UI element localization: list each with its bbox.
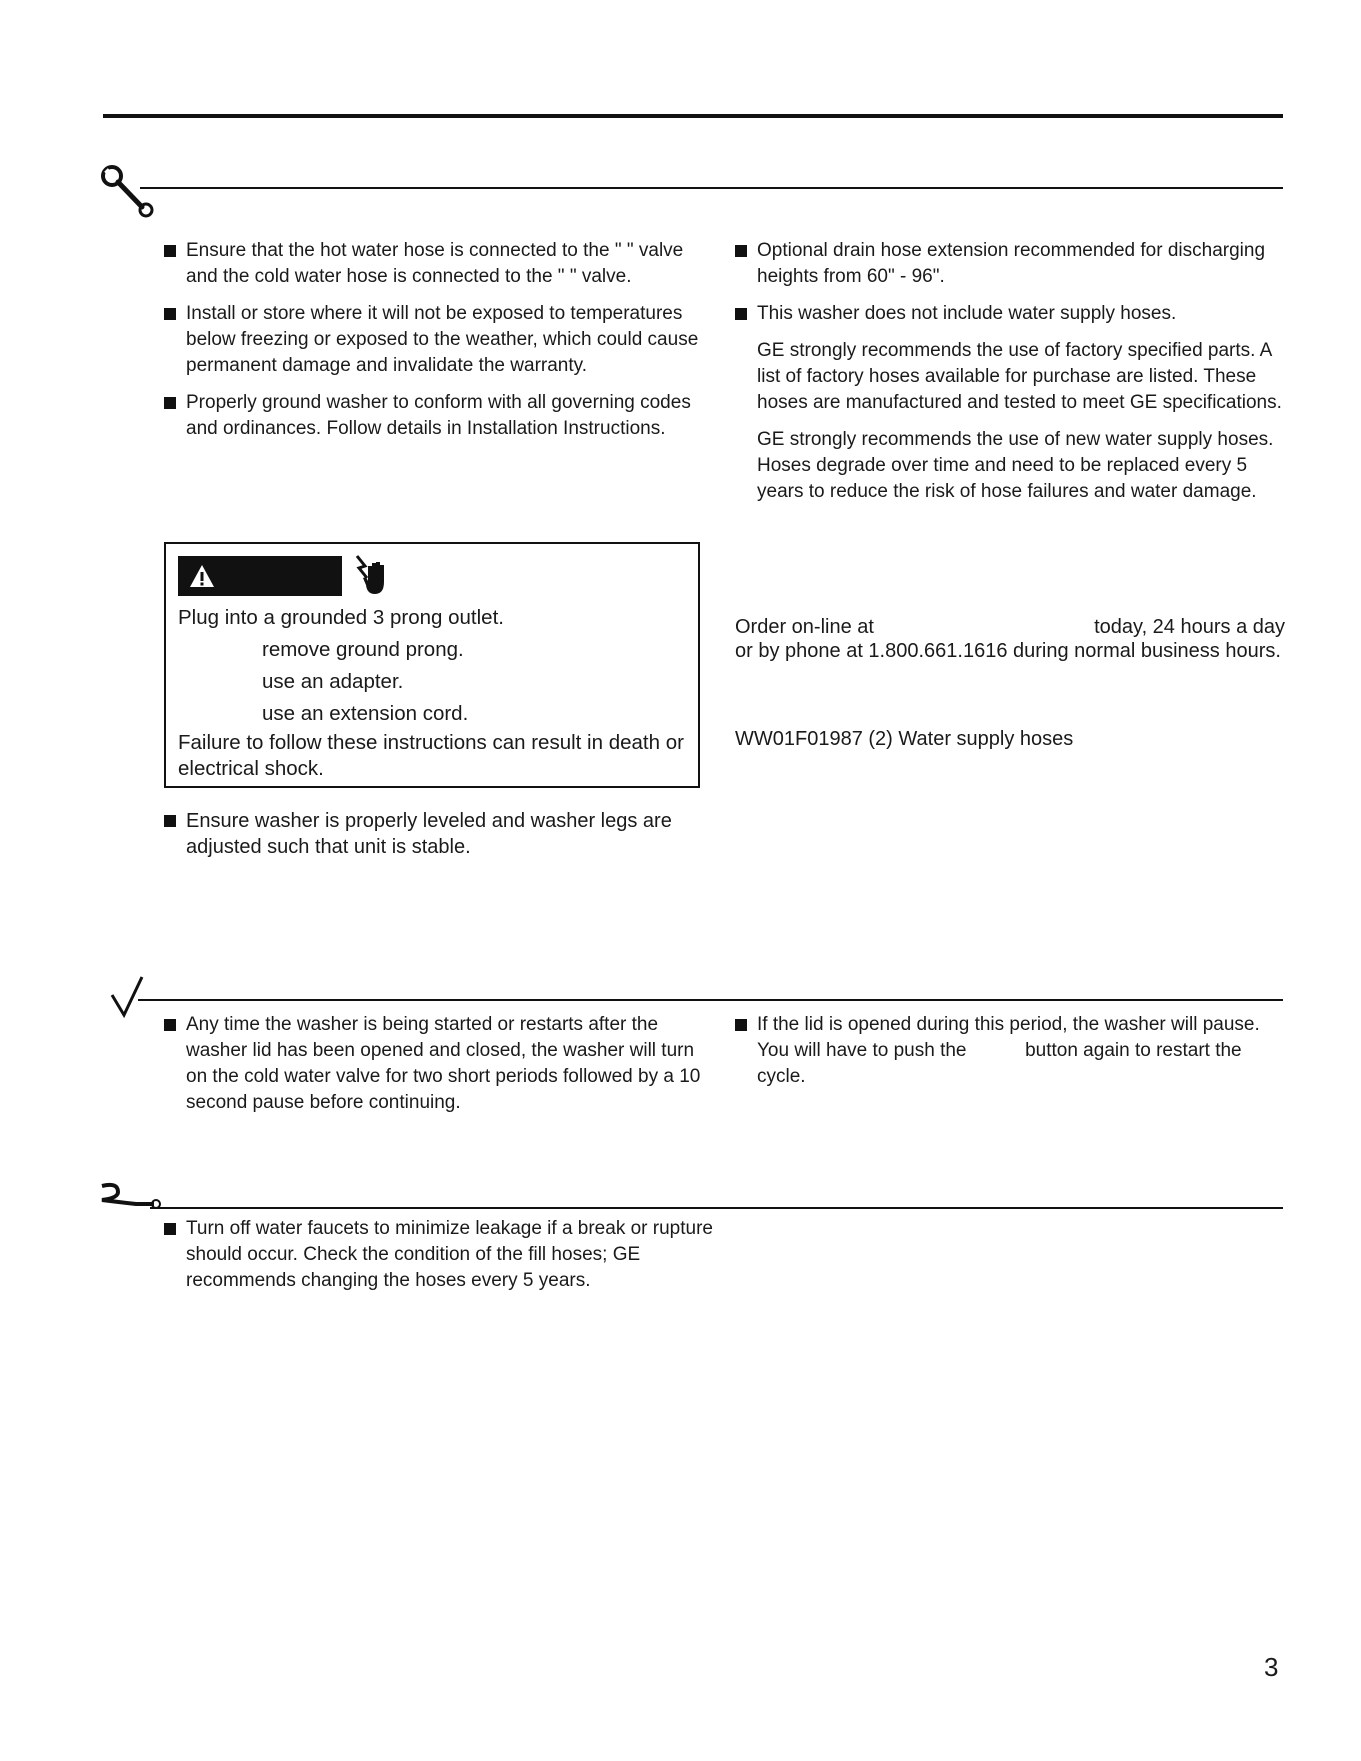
warning-line-4: use an extension cord.	[262, 702, 469, 725]
warning-triangle-icon	[188, 562, 216, 590]
part-number-line: WW01F01987 (2) Water supply hoses	[735, 728, 1074, 750]
list-item: Optional drain hose extension recommended for discharging heights from 60" - 96".	[735, 238, 1287, 290]
installation-right-column	[735, 238, 1287, 516]
installation-left-column	[164, 238, 706, 453]
list-item: This washer does not include water supply hoses.	[735, 301, 1287, 327]
list-item: Ensure that the hot water hose is connected to the " " valve and the cold water hose is connected to the " " valve.	[164, 238, 706, 290]
care-column	[164, 1216, 720, 1305]
list-item: Properly ground washer to conform with all governing codes and ordinances. Follow details in Installation Instructions.	[164, 390, 706, 442]
order-online-text: Order on-line at	[735, 616, 874, 638]
warning-line-3: use an adapter.	[262, 670, 404, 693]
page-number: 3	[1264, 1652, 1279, 1682]
installation-left-column-bottom	[164, 808, 706, 871]
electric-shock-hand-icon	[354, 554, 394, 598]
checkmark-icon	[110, 975, 144, 1019]
section-rule-care	[150, 1207, 1283, 1209]
list-item: Ensure washer is properly leveled and washer legs are adjusted such that unit is stable.	[164, 808, 706, 860]
top-rule	[103, 114, 1283, 118]
paragraph: GE strongly recommends the use of factory specified parts. A list of factory hoses available for purchase are listed. These hoses are manufactured and tested to meet GE specifications.	[757, 340, 1282, 413]
list-item: Turn off water faucets to minimize leakage if a break or rupture should occur. Check the condition of the fill hoses; GE recommends changing the hoses every 5 years.	[164, 1216, 720, 1294]
restart-text: button again to restart the cycle.	[757, 1040, 1242, 1087]
order-phone-line: or by phone at 1.800.661.1616 during normal business hours.	[735, 640, 1281, 662]
operation-left-column	[164, 1012, 720, 1127]
section-rule-installation	[140, 187, 1283, 189]
warning-line-5: Failure to follow these instructions can result in death or electrical shock.	[178, 731, 684, 780]
wrench-icon	[98, 163, 160, 219]
warning-box	[164, 542, 700, 788]
warning-line-2: remove ground prong.	[262, 638, 464, 661]
list-item	[735, 1012, 1280, 1090]
order-hours-text: today, 24 hours a day	[1094, 616, 1285, 638]
list-item: Install or store where it will not be exposed to temperatures below freezing or exposed to the weather, which could cause permanent damage and invalidate the warranty.	[164, 301, 706, 379]
pause-text: If the lid is opened during this period, the washer will pause. You will have to push the	[757, 1014, 1260, 1061]
warning-line-1: Plug into a grounded 3 prong outlet.	[178, 606, 504, 629]
list-item: Any time the washer is being started or restarts after the washer lid has been opened and closed, the washer will turn on the cold water valve for two short periods followed by a 10 second pause before continuing.	[164, 1012, 720, 1116]
operation-right-column	[735, 1012, 1280, 1101]
section-rule-operation	[138, 999, 1283, 1001]
warning-label-bar	[178, 556, 342, 596]
paragraph: GE strongly recommends the use of new water supply hoses. Hoses degrade over time and need to be replaced every 5 years to reduce the risk of hose failures and water damage.	[757, 429, 1274, 502]
